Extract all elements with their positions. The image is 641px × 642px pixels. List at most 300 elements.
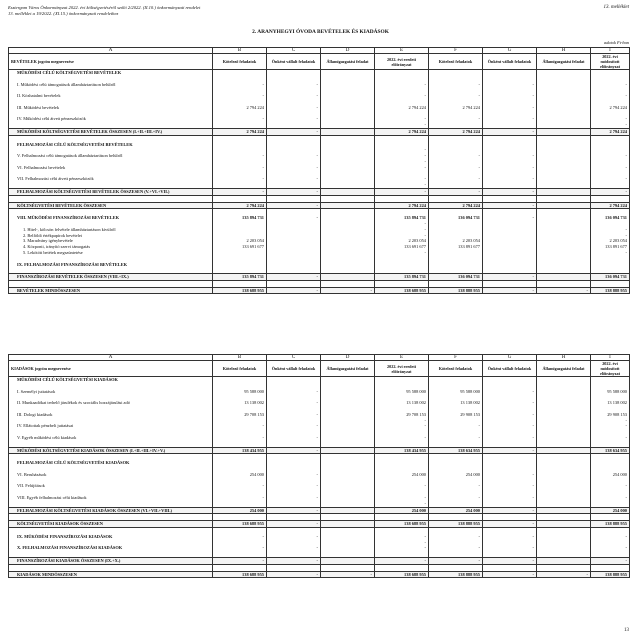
cell-value: - [375, 435, 429, 441]
cell-value: - [429, 153, 483, 159]
cell-value: - [591, 557, 630, 564]
cell-value [429, 280, 483, 287]
cell-value [375, 195, 429, 202]
cell-value: - [591, 483, 630, 489]
row-label: MŰKÖDÉSI KÖLTSÉGVETÉSI BEVÉTELEK ÖSSZESEN (I.+II.+III.+IV.) [9, 128, 213, 135]
cell-value: - [483, 447, 537, 454]
cell-value: 135 894 731 [375, 274, 429, 281]
cell-value: - [483, 202, 537, 209]
cell-value: - [213, 93, 267, 99]
total-row [9, 202, 630, 209]
cell-value: - [483, 165, 537, 171]
cell-value: 2 203 054 [429, 238, 483, 244]
cell-value: - [213, 545, 267, 551]
total-row [9, 507, 630, 514]
cell-value [321, 564, 375, 571]
cell-value: 133 691 677 [213, 244, 267, 250]
cell-value: - [267, 176, 321, 182]
column-header: Önként vállalt feladatok [483, 54, 537, 70]
cell-value: - [213, 82, 267, 88]
total-row [9, 521, 630, 528]
row-label: FINANSZÍROZÁSI BEVÉTELEK ÖSSZESEN (VIII.+IX.) [9, 274, 213, 281]
total-row [9, 287, 630, 294]
cell-value: 138 434 955 [375, 447, 429, 454]
row-label: MŰKÖDÉSI CÉLÚ KÖLTSÉGVETÉSI KIADÁSOK [9, 377, 213, 383]
cell-value: 254 000 [429, 472, 483, 478]
column-letter: E [375, 48, 429, 54]
row-label: 1. Hitel-, kölcsön felvétele államháztartáson kívülről [9, 227, 213, 233]
column-letter: A [9, 355, 213, 361]
cell-value: - [591, 545, 630, 551]
cell-value: - [375, 188, 429, 195]
cell-value [267, 280, 321, 287]
cell-value: - [267, 507, 321, 514]
cell-value: 29 708 153 [213, 412, 267, 418]
header-line-2: 13. melléklet a 19/2022. (XI.15.) önkormányzati rendelethez [8, 11, 119, 16]
cell-value [537, 195, 591, 202]
cell-value: - [375, 545, 429, 551]
cell-value: - [267, 545, 321, 551]
cell-value: - [591, 233, 630, 239]
cell-value: - [483, 507, 537, 514]
row-label: FELHALMOZÁSI KÖLTSÉGVETÉSI KIADÁSOK ÖSSZESEN (VI.+VII.+VIII.) [9, 507, 213, 514]
cell-value [429, 564, 483, 571]
cell-value: 2 794 224 [429, 105, 483, 111]
cell-value: 95 588 000 [375, 389, 429, 395]
column-header: Államigazgatási feladat [537, 361, 591, 377]
cell-value: 254 000 [375, 472, 429, 478]
column-header: 2022. évi eredeti előirányzat [375, 54, 429, 70]
row-label: 3. Maradvány igénybevétele [9, 238, 213, 244]
row-label: V. Egyéb működési célú kiadások [9, 435, 213, 441]
row-label: 2. Belföldi értékpapírok bevételei [9, 233, 213, 239]
row-label: FINANSZÍROZÁSI KIADÁSOK ÖSSZESEN (IX.+X.) [9, 557, 213, 564]
cell-value: - [483, 534, 537, 540]
row-label: III. Működési bevételek [9, 105, 213, 111]
column-header: Kötelező feladatok [429, 361, 483, 377]
cell-value: - [267, 215, 321, 221]
cell-value: - [213, 557, 267, 564]
total-row [9, 571, 630, 578]
cell-value: - [375, 153, 429, 159]
cell-value: - [483, 128, 537, 135]
cell-value [591, 564, 630, 571]
column-letter: D [321, 355, 375, 361]
cell-value: 2 203 054 [213, 238, 267, 244]
cell-value: 254 000 [591, 472, 630, 478]
cell-value: - [429, 435, 483, 441]
cell-value: - [591, 423, 630, 429]
cell-value: - [483, 215, 537, 221]
cell-value: 29 708 153 [375, 412, 429, 418]
row-label: KIADÁSOK MINDÖSSZESEN [9, 571, 213, 578]
cell-value: - [483, 435, 537, 441]
cell-value: - [429, 165, 483, 171]
cell-value: - [213, 188, 267, 195]
cell-value [483, 564, 537, 571]
cell-value: - [591, 250, 630, 256]
cell-value [429, 195, 483, 202]
cell-value [321, 202, 375, 209]
column-header: 2022. évi módosított előirányzat [591, 361, 630, 377]
cell-value: 138 688 955 [213, 521, 267, 528]
cell-value: 2 794 224 [591, 105, 630, 111]
page-title: 2. ARANYHEGYI ÓVODA BEVÉTELEK ÉS KIADÁSOK [252, 29, 389, 35]
cell-value: - [375, 147, 429, 153]
column-letter: A [9, 48, 213, 54]
cell-value: 254 000 [213, 472, 267, 478]
cell-value: - [267, 105, 321, 111]
row-label: I. Személyi juttatások [9, 389, 213, 395]
cell-value [321, 521, 375, 528]
column-header: Önként vállalt feladatok [483, 361, 537, 377]
annex-label: 13. melléklet [603, 5, 629, 10]
cell-value: - [591, 116, 630, 122]
cell-value: - [483, 472, 537, 478]
column-letter: I [591, 48, 630, 54]
cell-value: 254 000 [591, 507, 630, 514]
total-row [9, 128, 630, 135]
cell-value: - [483, 389, 537, 395]
cell-value: - [483, 93, 537, 99]
column-header: Önként vállalt feladatok [267, 54, 321, 70]
cell-value: - [483, 188, 537, 195]
row-label: MŰKÖDÉSI KÖLTSÉGVETÉSI KIADÁSOK ÖSSZESEN (I.+II.+III.+IV.+V.) [9, 447, 213, 454]
cell-value [267, 564, 321, 571]
column-letter: D [321, 48, 375, 54]
cell-value: - [375, 233, 429, 239]
cell-value [321, 274, 375, 281]
cell-value [483, 514, 537, 521]
column-header: Államigazgatási feladat [537, 54, 591, 70]
cell-value: 138 434 955 [213, 447, 267, 454]
page-number: 13 [624, 628, 629, 633]
cell-value: - [267, 423, 321, 429]
row-label: VI. Beruházások [9, 472, 213, 478]
cell-value: 138 688 955 [375, 521, 429, 528]
cell-value: - [429, 545, 483, 551]
cell-value: - [267, 116, 321, 122]
cell-value [537, 514, 591, 521]
cell-value: - [213, 483, 267, 489]
total-row [9, 557, 630, 564]
cell-value: 13 138 002 [213, 400, 267, 406]
cell-value: - [483, 153, 537, 159]
cell-value: 138 888 955 [429, 521, 483, 528]
cell-value: - [591, 122, 630, 128]
cell-value: - [213, 116, 267, 122]
cell-value: 2 794 224 [591, 128, 630, 135]
cell-value: 136 094 731 [591, 274, 630, 281]
cell-value: 13 138 002 [591, 400, 630, 406]
cell-value: 2 794 224 [213, 128, 267, 135]
row-label: V. Felhalmozási célú támogatások államháztartáson belülről [9, 153, 213, 159]
cell-value: - [429, 176, 483, 182]
cell-value: - [267, 93, 321, 99]
row-label [9, 514, 213, 521]
row-label: VIII. Egyéb felhalmozási célú kiadások [9, 495, 213, 501]
cell-value [483, 195, 537, 202]
column-header: Önként vállalt feladatok [267, 361, 321, 377]
revenue-column-headers [9, 54, 630, 70]
cell-value [321, 280, 375, 287]
total-row [9, 447, 630, 454]
cell-value: - [537, 287, 591, 294]
column-letter: F [429, 355, 483, 361]
cell-value: - [483, 571, 537, 578]
cell-value: - [267, 153, 321, 159]
cell-value [321, 195, 375, 202]
cell-value: - [483, 483, 537, 489]
cell-value: - [267, 188, 321, 195]
cell-value: - [375, 122, 429, 128]
cell-value: - [267, 521, 321, 528]
cell-value: - [321, 571, 375, 578]
cell-value [537, 202, 591, 209]
cell-value [321, 447, 375, 454]
cell-value: - [591, 82, 630, 88]
cell-value: 138 888 955 [591, 571, 630, 578]
cell-value: - [483, 412, 537, 418]
cell-value: - [591, 176, 630, 182]
row-label: II. Közhatalmi bevételek [9, 93, 213, 99]
cell-value: - [267, 534, 321, 540]
document-header [8, 5, 200, 17]
cell-value [429, 514, 483, 521]
cell-value [537, 274, 591, 281]
cell-value: 29 908 153 [591, 412, 630, 418]
table-row [9, 280, 630, 287]
cell-value: 138 634 955 [429, 447, 483, 454]
cell-value [537, 188, 591, 195]
cell-value: - [213, 165, 267, 171]
cell-value: 2 794 224 [591, 202, 630, 209]
cell-value [213, 195, 267, 202]
cell-value [321, 188, 375, 195]
cell-value: 29 908 153 [429, 412, 483, 418]
row-label: VIII. MŰKÖDÉSI FINANSZÍROZÁSI BEVÉTELEK [9, 215, 213, 221]
cell-value: - [591, 435, 630, 441]
row-label: II. Munkaadókat terhelő járulékok és szociális hozzájárulási adó [9, 400, 213, 406]
row-label: FELHALMOZÁSI KÖLTSÉGVETÉSI BEVÉTELEK ÖSSZESEN (V.+VI.+VII.) [9, 188, 213, 195]
cell-value [375, 514, 429, 521]
row-label [9, 564, 213, 571]
cell-value: - [591, 153, 630, 159]
revenue-table [8, 47, 630, 294]
cell-value: 2 794 224 [429, 202, 483, 209]
total-row [9, 188, 630, 195]
cell-value [591, 514, 630, 521]
row-label: 4. Központi, irányító szervi támogatás [9, 244, 213, 250]
cell-value: - [213, 423, 267, 429]
cell-value: - [375, 540, 429, 546]
row-label: 5. Lekötött betétek megszüntetése [9, 250, 213, 256]
cell-value: 138 688 955 [375, 287, 429, 294]
cell-value: 133 691 677 [375, 244, 429, 250]
cell-value: - [267, 128, 321, 135]
cell-value: - [483, 105, 537, 111]
cell-value: - [267, 412, 321, 418]
cell-value: - [375, 501, 429, 507]
cell-value [537, 564, 591, 571]
cell-value: - [375, 182, 429, 188]
cell-value: - [429, 557, 483, 564]
header-line-1: Esztergom Város Önkormányzat 2022. évi költségvetéséről szóló 2/2022. (II.10.) önkormányzati rendelet [8, 5, 201, 10]
row-label: FELHALMOZÁSI CÉLÚ KÖLTSÉGVETÉSI BEVÉTELEK [9, 142, 213, 148]
cell-value: - [375, 116, 429, 122]
cell-value: - [483, 82, 537, 88]
cell-value: - [375, 418, 429, 424]
cell-value: 2 794 224 [375, 202, 429, 209]
column-header: KIADÁSOK jogcím megnevezése [9, 361, 213, 377]
cell-value: 138 688 955 [213, 287, 267, 294]
cell-value: - [375, 557, 429, 564]
column-letter: E [375, 355, 429, 361]
cell-value: 138 888 955 [591, 287, 630, 294]
cell-value [591, 195, 630, 202]
column-header: 2022. évi eredeti előirányzat [375, 361, 429, 377]
cell-value: - [483, 116, 537, 122]
cell-value: - [429, 423, 483, 429]
cell-value: 138 634 955 [591, 447, 630, 454]
column-header: Államigazgatási feladat [321, 54, 375, 70]
cell-value: - [267, 483, 321, 489]
cell-value: 138 888 955 [429, 287, 483, 294]
cell-value: - [213, 435, 267, 441]
cell-value: - [429, 495, 483, 501]
cell-value [375, 564, 429, 571]
cell-value: 135 894 731 [375, 215, 429, 221]
cell-value: 254 000 [429, 507, 483, 514]
cell-value: 2 794 224 [213, 105, 267, 111]
cell-value: - [483, 287, 537, 294]
cell-value: - [213, 176, 267, 182]
cell-value: 254 000 [213, 507, 267, 514]
cell-value: - [591, 227, 630, 233]
cell-value: - [483, 557, 537, 564]
cell-value: - [591, 534, 630, 540]
column-header: Kötelező feladatok [213, 54, 267, 70]
cell-value: - [375, 495, 429, 501]
cell-value: - [375, 176, 429, 182]
cell-value [321, 507, 375, 514]
column-header: 2022. évi módosított előirányzat [591, 54, 630, 70]
column-letter: B [213, 355, 267, 361]
unit-note: adatok Ft-ban [604, 40, 629, 45]
cell-value: - [321, 287, 375, 294]
column-letter: F [429, 48, 483, 54]
column-letter: H [537, 355, 591, 361]
cell-value: - [483, 423, 537, 429]
cell-value [213, 564, 267, 571]
cell-value: - [429, 534, 483, 540]
column-letter: I [591, 355, 630, 361]
cell-value: - [591, 165, 630, 171]
column-header: Kötelező feladatok [213, 361, 267, 377]
column-header: Államigazgatási feladat [321, 361, 375, 377]
cell-value [537, 128, 591, 135]
table-row [9, 564, 630, 571]
expense-table [8, 354, 630, 578]
cell-value [375, 280, 429, 287]
cell-value [537, 447, 591, 454]
row-label [9, 280, 213, 287]
cell-value: - [375, 221, 429, 227]
cell-value: 95 588 000 [213, 389, 267, 395]
cell-value [213, 514, 267, 521]
cell-value: - [429, 93, 483, 99]
cell-value: - [483, 521, 537, 528]
cell-value: - [213, 495, 267, 501]
cell-value: 2 203 054 [591, 238, 630, 244]
cell-value: - [429, 188, 483, 195]
cell-value [321, 557, 375, 564]
cell-value: - [213, 534, 267, 540]
cell-value: 135 894 731 [213, 215, 267, 221]
cell-value: - [267, 435, 321, 441]
cell-value: - [267, 274, 321, 281]
cell-value: - [483, 400, 537, 406]
cell-value: 138 688 955 [213, 571, 267, 578]
cell-value: - [537, 571, 591, 578]
cell-value [267, 195, 321, 202]
cell-value: - [429, 483, 483, 489]
column-header: Kötelező feladatok [429, 54, 483, 70]
cell-value [483, 280, 537, 287]
total-row [9, 274, 630, 281]
cell-value: - [267, 557, 321, 564]
cell-value: 136 094 731 [429, 274, 483, 281]
cell-value: - [375, 82, 429, 88]
cell-value: - [267, 202, 321, 209]
cell-value: - [375, 159, 429, 165]
row-label: I. Működési célú támogatások államháztartáson belülről [9, 82, 213, 88]
row-label: IX. FELHALMOZÁSI FINANSZÍROZÁSI BEVÉTELEK [9, 262, 213, 268]
cell-value: 95 588 000 [429, 389, 483, 395]
column-letter: B [213, 48, 267, 54]
column-letter: H [537, 48, 591, 54]
cell-value: 2 794 224 [213, 202, 267, 209]
cell-value: - [375, 483, 429, 489]
expense-column-headers [9, 361, 630, 377]
cell-value: - [375, 250, 429, 256]
cell-value: 133 891 677 [429, 244, 483, 250]
cell-value [267, 514, 321, 521]
row-label: VII. Felújítások [9, 483, 213, 489]
cell-value: - [267, 495, 321, 501]
column-letter: C [267, 48, 321, 54]
cell-value: - [267, 447, 321, 454]
cell-value: 2 203 054 [375, 238, 429, 244]
cell-value: - [375, 227, 429, 233]
row-label: MŰKÖDÉSI CÉLÚ KÖLTSÉGVETÉSI BEVÉTELEK [9, 70, 213, 76]
table-row [9, 195, 630, 202]
cell-value: - [375, 93, 429, 99]
cell-value: 13 138 002 [375, 400, 429, 406]
cell-value: 135 894 731 [213, 274, 267, 281]
cell-value: - [267, 571, 321, 578]
cell-value: - [591, 93, 630, 99]
cell-value: 136 094 731 [429, 215, 483, 221]
row-label: III. Dologi kiadások [9, 412, 213, 418]
cell-value: - [375, 423, 429, 429]
row-label: KÖLTSÉGVETÉSI KIADÁSOK ÖSSZESEN [9, 521, 213, 528]
cell-value [537, 507, 591, 514]
cell-value: 138 688 955 [375, 571, 429, 578]
cell-value: 2 794 224 [375, 128, 429, 135]
cell-value [321, 514, 375, 521]
cell-value: - [213, 153, 267, 159]
